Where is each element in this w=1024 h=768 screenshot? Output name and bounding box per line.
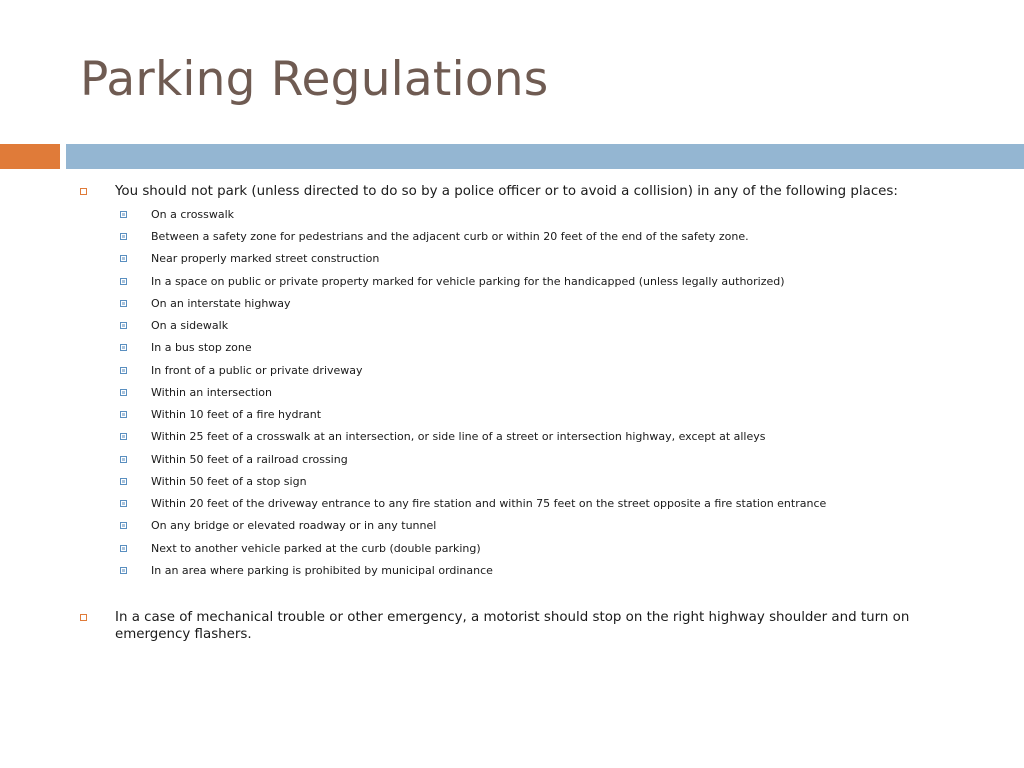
square-bullet-icon xyxy=(120,300,127,307)
list-item: On a crosswalk xyxy=(151,208,235,221)
square-bullet-icon xyxy=(120,211,127,218)
square-bullet-icon xyxy=(120,255,127,262)
square-bullet-icon xyxy=(120,500,127,507)
square-bullet-icon xyxy=(120,567,127,574)
square-bullet-icon xyxy=(120,456,127,463)
square-bullet-icon xyxy=(120,278,127,285)
list-item: On a sidewalk xyxy=(151,319,229,332)
list-item: Within 20 feet of the driveway entrance to any fire station and within 75 feet on the street opposite a fire station entrance xyxy=(151,497,827,510)
square-bullet-icon xyxy=(120,433,127,440)
list-item: In an area where parking is prohibited by municipal ordinance xyxy=(151,564,493,577)
blue-accent-bar xyxy=(66,144,1024,169)
list-item: Within 50 feet of a railroad crossing xyxy=(151,453,348,466)
orange-accent-bar xyxy=(0,144,60,169)
square-bullet-icon xyxy=(120,322,127,329)
list-item: In a bus stop zone xyxy=(151,341,252,354)
list-item: Between a safety zone for pedestrians and the adjacent curb or within 20 feet of the end of the safety zone. xyxy=(151,230,749,243)
square-bullet-icon xyxy=(80,614,87,621)
list-item: In front of a public or private driveway xyxy=(151,364,363,377)
slide-title: Parking Regulations xyxy=(80,52,549,107)
list-item: Near properly marked street construction xyxy=(151,252,380,265)
list-item: Within 25 feet of a crosswalk at an intersection, or side line of a street or intersection highway, except at alleys xyxy=(151,430,766,443)
bullet-text: You should not park (unless directed to do so by a police officer or to avoid a collision) in any of the following places: xyxy=(115,184,898,199)
square-bullet-icon xyxy=(120,389,127,396)
list-item: Next to another vehicle parked at the curb (double parking) xyxy=(151,542,481,555)
square-bullet-icon xyxy=(120,522,127,529)
square-bullet-icon xyxy=(120,367,127,374)
list-item: Within 10 feet of a fire hydrant xyxy=(151,408,322,421)
square-bullet-icon xyxy=(80,188,87,195)
square-bullet-icon xyxy=(120,233,127,240)
square-bullet-icon xyxy=(120,478,127,485)
list-item: Within 50 feet of a stop sign xyxy=(151,475,307,488)
bullet-text: In a case of mechanical trouble or other emergency, a motorist should stop on the right highway shoulder and turn on emergency flashers. xyxy=(115,610,910,642)
list-item: Within an intersection xyxy=(151,386,272,399)
square-bullet-icon xyxy=(120,545,127,552)
list-item: On any bridge or elevated roadway or in any tunnel xyxy=(151,519,437,532)
list-item: In a space on public or private property marked for vehicle parking for the handicapped (unless legally authorized) xyxy=(151,275,785,288)
square-bullet-icon xyxy=(120,411,127,418)
list-item: On an interstate highway xyxy=(151,297,291,310)
square-bullet-icon xyxy=(120,344,127,351)
